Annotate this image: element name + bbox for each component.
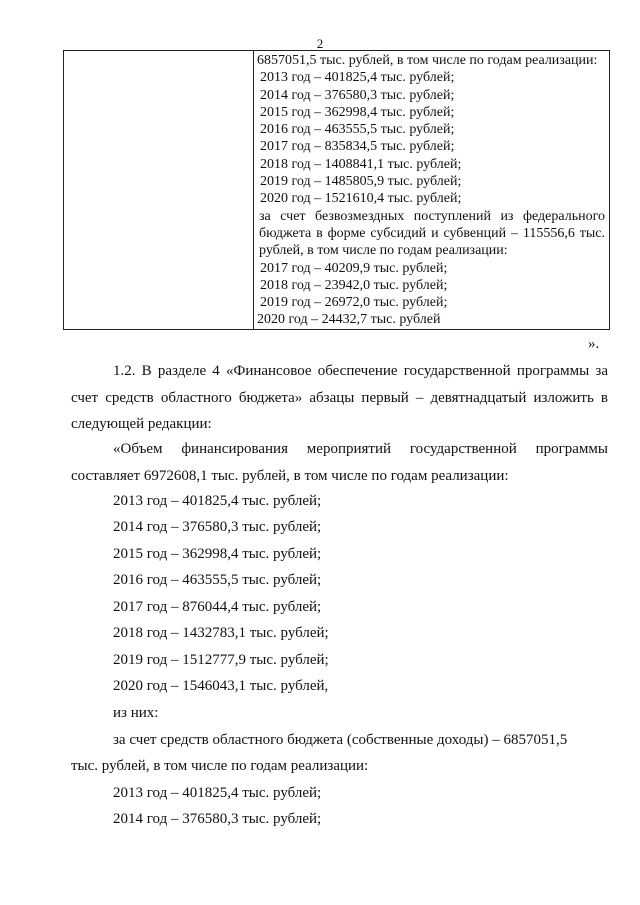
funding-table: [63, 50, 610, 330]
table-line: 2015 год – 362998,4 тыс. рублей;: [260, 104, 455, 120]
table-line: 2019 год – 1485805,9 тыс. рублей;: [260, 174, 462, 190]
table-column-divider: [253, 51, 254, 329]
year-line: 2019 год – 1512777,9 тыс. рублей;: [113, 652, 329, 668]
year-line: 2013 год – 401825,4 тыс. рублей;: [113, 493, 322, 509]
page-number: 2: [316, 36, 324, 51]
table-line: 2018 год – 23942,0 тыс. рублей;: [260, 277, 448, 293]
regional-year-line: 2013 год – 401825,4 тыс. рублей;: [113, 785, 322, 801]
federal-funding-text: за счет безвозмездных поступлений из федерального бюджета в форме субсидий и субвенций – 115556,6 тыс. рублей, в том числе по годам реализации:: [259, 208, 605, 259]
year-line: 2020 год – 1546043,1 тыс. рублей,: [113, 678, 329, 694]
regional-funding-line: тыс. рублей, в том числе по годам реализации:: [71, 758, 369, 774]
table-line: 2019 год – 26972,0 тыс. рублей;: [260, 295, 448, 311]
table-line: 2018 год – 1408841,1 тыс. рублей;: [260, 156, 462, 172]
year-line: 2017 год – 876044,4 тыс. рублей;: [113, 599, 322, 615]
section-paragraph-text: 1.2. В разделе 4 «Финансовое обеспечение государственной программы за счет средств областного бюджета» абзацы первый – девятнадцатый изложить в следующей редакции:: [71, 363, 608, 432]
table-line: 2020 год – 24432,7 тыс. рублей: [257, 312, 441, 328]
closing-quote: ».: [588, 336, 600, 352]
volume-paragraph: [71, 436, 608, 489]
table-line: 2014 год – 376580,3 тыс. рублей;: [260, 87, 455, 103]
table-line: 2013 год – 401825,4 тыс. рублей;: [260, 70, 455, 86]
table-line: 2016 год – 463555,5 тыс. рублей;: [260, 122, 455, 138]
volume-paragraph-text: «Объем финансирования мероприятий государственной программы составляет 6972608,1 тыс. рублей, в том числе по годам реализации:: [71, 441, 608, 484]
year-line: 2014 год – 376580,3 тыс. рублей;: [113, 519, 322, 535]
table-line: 6857051,5 тыс. рублей, в том числе по годам реализации:: [257, 53, 598, 68]
year-line: 2015 год – 362998,4 тыс. рублей;: [113, 546, 322, 562]
year-line: 2018 год – 1432783,1 тыс. рублей;: [113, 625, 329, 641]
table-line: 2017 год – 40209,9 тыс. рублей;: [260, 260, 448, 276]
table-line: 2020 год – 1521610,4 тыс. рублей;: [260, 191, 462, 207]
regional-year-line: 2014 год – 376580,3 тыс. рублей;: [113, 811, 322, 827]
table-cell-funding: [257, 52, 605, 329]
section-paragraph: [71, 358, 608, 438]
of-them-label: из них:: [113, 705, 159, 721]
table-line: 2017 год – 835834,5 тыс. рублей;: [260, 139, 455, 155]
regional-funding-line: за счет средств областного бюджета (собственные доходы) – 6857051,5: [113, 732, 568, 748]
year-line: 2016 год – 463555,5 тыс. рублей;: [113, 572, 322, 588]
